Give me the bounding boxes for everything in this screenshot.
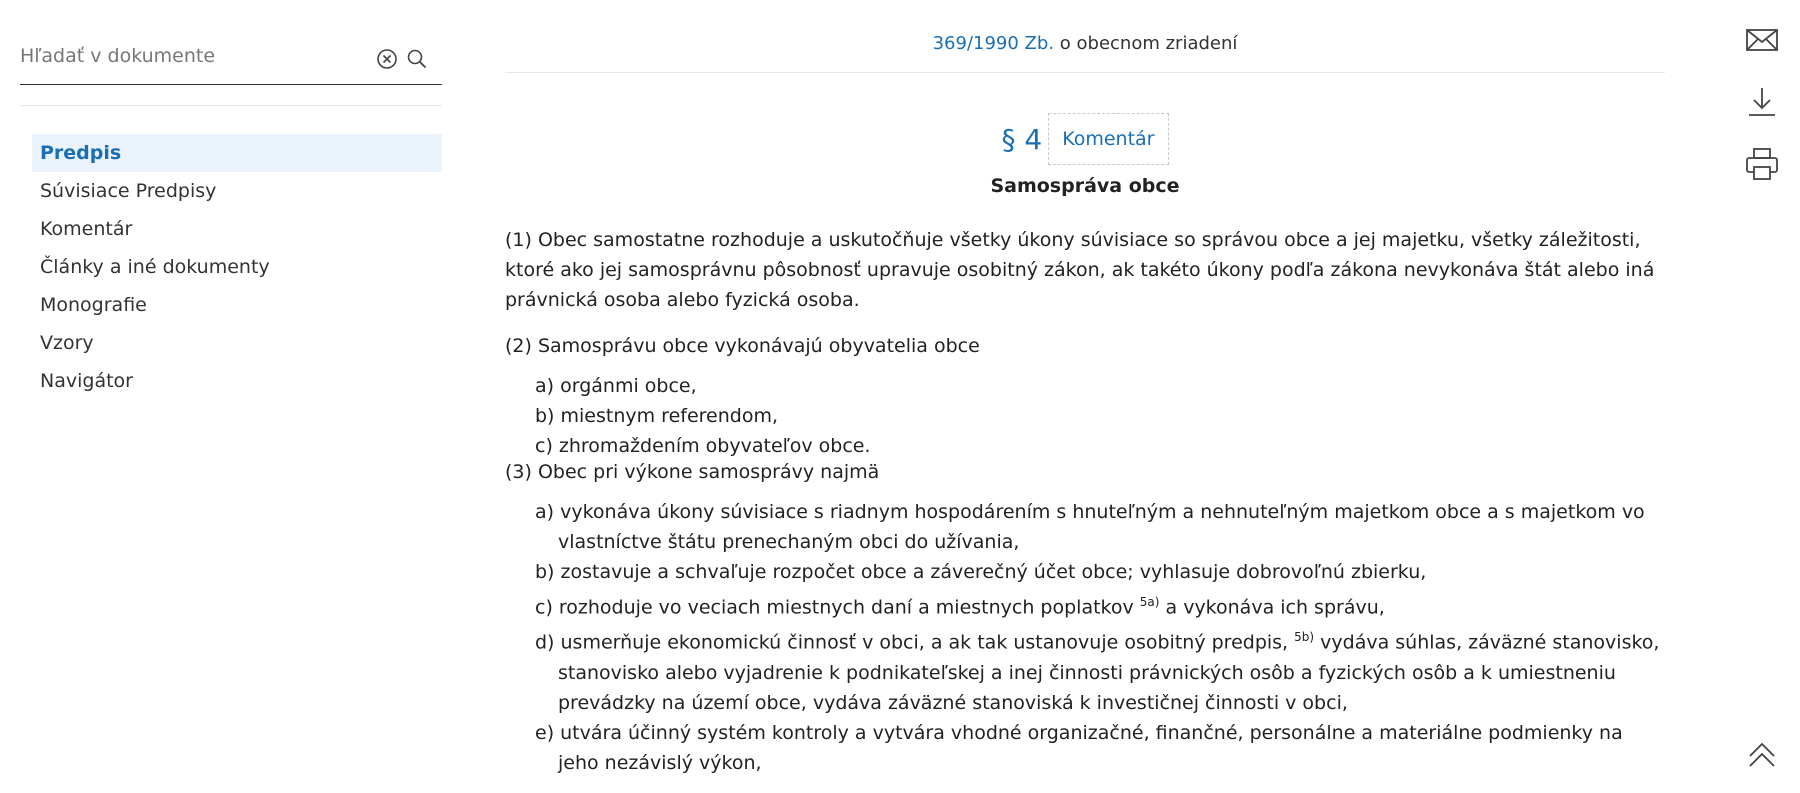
mail-icon[interactable]: [1744, 22, 1780, 58]
footnote-ref-5a[interactable]: 5a): [1139, 595, 1160, 609]
section-heading: [505, 113, 1665, 165]
sidebar: [20, 28, 442, 400]
item-c-text-end: a vykonáva ich správu,: [1165, 596, 1385, 619]
law-number-link[interactable]: 369/1990 Zb.: [932, 33, 1055, 54]
sidebar-item-navigator[interactable]: Navigátor: [40, 370, 133, 392]
sidebar-item-clanky[interactable]: Články a iné dokumenty: [40, 256, 270, 278]
list-item: e) utvára účinný systém kontroly a vytvára vhodné organizačné, finančné, personálne a materiálne podmienky na jeho nezávislý výkon,: [535, 721, 1623, 774]
item-c-text: c) rozhoduje vo veciach miestnych daní a miestnych poplatkov: [535, 596, 1134, 619]
print-icon[interactable]: [1744, 146, 1780, 182]
footnote-ref-5b[interactable]: 5b): [1294, 630, 1315, 645]
clear-icon[interactable]: [376, 48, 398, 70]
sidebar-item-monografie[interactable]: Monografie: [40, 294, 147, 316]
paragraph-2: (2) Samosprávu obce vykonávajú obyvatelia obce: [505, 335, 980, 357]
document-header: [505, 0, 1665, 73]
paragraph-3: (3) Obec pri výkone samosprávy najmä: [505, 461, 880, 483]
list-item: [535, 622, 1665, 717]
list-item: [535, 587, 1665, 622]
sidebar-item-vzory[interactable]: Vzory: [40, 332, 94, 354]
section-number: § 4: [1001, 122, 1043, 156]
sidebar-item-predpis[interactable]: Predpis: [32, 134, 442, 172]
sidebar-item-suvisiace-predpisy[interactable]: Súvisiace Predpisy: [40, 180, 217, 202]
list-item: a) vykonáva úkony súvisiace s riadnym hospodárením s hnuteľným a nehnuteľným majetkom obce a s majetkom vo vlastníctve štátu prenechaným obci do užívania,: [535, 501, 1645, 553]
search-bar: [20, 28, 442, 85]
law-title: o obecnom zriadení: [1059, 33, 1238, 54]
search-input[interactable]: [20, 45, 360, 67]
paragraph-2-items: [535, 371, 1665, 461]
scroll-top-icon[interactable]: [1744, 736, 1780, 772]
list-item: b) miestnym referendom,: [535, 405, 778, 427]
download-icon[interactable]: [1744, 84, 1780, 120]
comment-button[interactable]: Komentár: [1048, 113, 1168, 165]
paragraph-3-items: [535, 497, 1665, 778]
paragraph-1: (1) Obec samostatne rozhoduje a uskutočňuje všetky úkony súvisiace so správou obce a jej majetku, všetky záležitosti, ktoré ako jej samosprávnu pôsobnosť upravuje osobitný zákon, ak takéto úkony podľa zákona nevykonáva štát alebo iná právnická osoba alebo fyzická osoba.: [505, 229, 1655, 311]
section-title: Samospráva obce: [990, 175, 1180, 197]
list-item: c) zhromaždením obyvateľov obce.: [535, 435, 871, 457]
sidebar-nav: [32, 134, 442, 400]
section-content: [505, 225, 1665, 778]
list-item: b) zostavuje a schvaľuje rozpočet obce a záverečný účet obce; vyhlasuje dobrovoľnú zbierku,: [535, 561, 1427, 583]
search-icon[interactable]: [406, 48, 428, 70]
list-item: a) orgánmi obce,: [535, 375, 697, 397]
item-d-text-end: vydáva súhlas, záväzné stanovisko, stanovisko alebo vyjadrenie k podnikateľskej a inej činnosti právnických osôb a fyzických osôb a k umiestneniu prevádzky na území obce, vydáva záväzné stanoviská k investičnej činnosti v obci,: [558, 631, 1660, 714]
sidebar-item-komentar[interactable]: Komentár: [40, 218, 133, 240]
sidebar-divider: [20, 105, 442, 106]
item-d-text: d) usmerňuje ekonomickú činnosť v obci, a ak tak ustanovuje osobitný predpis,: [535, 631, 1289, 654]
document-main: [505, 0, 1665, 778]
